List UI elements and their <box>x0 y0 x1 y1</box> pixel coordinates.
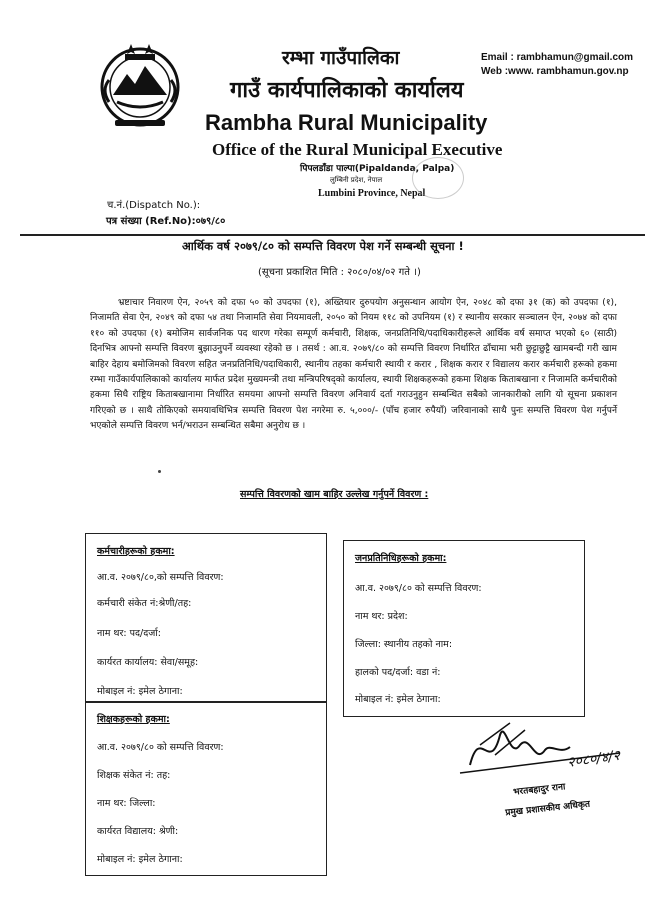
staff-line: मोबाइल नं: इमेल ठेगाना: <box>97 686 183 697</box>
teachers-line: आ.व. २०७९/८० को सम्पत्ति विवरण: <box>97 742 224 753</box>
address-province-np: लुम्बिनी प्रदेश, नेपाल <box>330 176 383 184</box>
address-line: पिपलडाँडा पाल्पा(Pipaldanda, Palpa) <box>300 164 455 174</box>
office-stamp <box>412 157 464 199</box>
staff-line: कार्यरत कार्यालय: सेवा/समूह: <box>97 657 199 668</box>
representatives-line: आ.व. २०७९/८० को सम्पत्ति विवरण: <box>355 583 482 594</box>
teachers-line: मोबाइल नं: इमेल ठेगाना: <box>97 854 183 865</box>
representatives-line: जिल्ला: स्थानीय तहको नाम: <box>355 639 453 650</box>
notice-body <box>90 296 617 435</box>
teachers-line: नाम थर: जिल्ला: <box>97 798 156 809</box>
representatives-line: नाम थर: प्रदेश: <box>355 611 408 622</box>
representatives-box-title: जनप्रतिनिधिहरूको हकमा: <box>355 553 447 564</box>
staff-details-box <box>85 533 327 703</box>
scan-speck <box>158 470 161 473</box>
email-text: Email : rambhamun@gmail.com <box>481 52 634 63</box>
reference-number: पत्र संख्या (Ref.No):०७९/८० <box>106 216 226 227</box>
representatives-details-box <box>343 540 585 717</box>
teachers-details-box <box>85 701 327 876</box>
header-divider <box>20 234 645 236</box>
signatory-name: भरतबहादुर राना <box>512 782 566 798</box>
signature-date: २०८०/४/२ <box>566 747 622 771</box>
contact-info <box>481 51 633 79</box>
representatives-line: मोबाइल नं: इमेल ठेगाना: <box>355 694 441 705</box>
dispatch-number: च.नं.(Dispatch No.): <box>107 200 201 211</box>
staff-line: कर्मचारी संकेत नं:श्रेणी/तह: <box>97 598 192 609</box>
office-name-en: Office of the Rural Municipal Executive <box>212 140 503 159</box>
representatives-line: हालको पद/दर्जा: वडा नं: <box>355 667 441 678</box>
signatory-title: प्रमुख प्रशासकीय अधिकृत <box>504 799 591 819</box>
staff-box-title: कर्मचारीहरूको हकमा: <box>97 546 175 557</box>
municipality-name-en: Rambha Rural Municipality <box>205 110 488 135</box>
teachers-box-title: शिक्षकहरूको हकमा: <box>97 714 170 725</box>
staff-line: नाम थर: पद/दर्जा: <box>97 628 162 639</box>
handwritten-signature <box>450 715 630 785</box>
staff-line: आ.व. २०७९/८०,को सम्पत्ति विवरण: <box>97 572 224 583</box>
teachers-line: कार्यरत विद्यालय: श्रेणी: <box>97 826 179 837</box>
address-province-en: Lumbini Province, Nepal <box>318 188 426 199</box>
teachers-line: शिक्षक संकेत नं: तह: <box>97 770 171 781</box>
notice-subject: आर्थिक वर्ष २०७९/८० को सम्पत्ति विवरण पेश गर्ने सम्बन्धी सूचना ! <box>182 239 464 253</box>
office-name-np: गाउँ कार्यपालिकाको कार्यालय <box>230 78 464 103</box>
web-text: Web :www. rambhamun.gov.np <box>481 66 629 77</box>
municipality-name-np: रम्भा गाउँपालिका <box>282 47 400 69</box>
list-heading: सम्पत्ति विवरणको खाम बाहिर उल्लेख गर्नुपर्ने विवरण : <box>240 489 429 500</box>
publish-date: (सूचना प्रकाशित मिति : २०८०/०४/०२ गते ।) <box>258 267 421 278</box>
body-paragraph: भ्रष्टाचार निवारण ऐन, २०५९ को दफा ५० को उपदफा (१), अख्तियार दुरुपयोग अनुसन्धान आयोग ऐन, २०४८ को दफा ३१ (क) को उपदफा (१), निजामति सेवा ऐन, २०४९ को दफा ५४ तथा निजामति सेवा नियमावली, २०५० को नियम ११८ को उपनियम (१) र स्थानीय सरकार सञ्चालन ऐन, २०७४ को दफा ११० को उपदफा (१) बमोजिम सार्वजनिक पद धारण गरेका सम्पूर्ण कर्मचारी, शिक्षक, जनप्रतिनिधि/पदाधिकारीहरूले आर्थिक वर्ष समाप्त भएको ६० (साठी) दिनभित्र आफ्नो सम्पत्ति विवरण बुझाउनुपर्ने व्यवस्था रहेको छ । तसर्थ : आ.व. २०७९/८० को सम्पत्ति विवरण निर्धारित ढाँचामा भरी छुट्टाछुट्टै खामबन्दी गरी खाम बाहिर देहाय बमोजिमको विवरण सहित जनप्रतिनिधि/पदाधिकारी, स्थानीय तहका कर्मचारी स्थायी र करार , शिक्षक करार र विद्यालय करार कर्मचारी हरूको हकमा रम्भा गाउँकार्यपालिकाको कार्यालय मार्फत प्रदेश मुख्यमन्त्री तथा मन्त्रिपरिषद्को कार्यालय, स्थायी शिक्षकहरूको हकमा शिक्षक किताबखाना र निजामति कर्मचारीको हकमा सिधै राष्ट्रिय किताबखानामा निर्धारित समयमा आफ्नो सम्पत्ति विवरण अनिवार्य दर्ता गराउनुहुन सम्बन्धित सबैको जानकारीको लागि यो सूचना प्रकाशन गरिएको छ । साथै तोकिएको समयावधिभित्र सम्पत्ति विवरण पेश नगरेमा रु. ५,०००/- (पाँच हजार रुपैयाँ) जरिवानाको साथै पुनः सम्पत्ति विवरण पेश गर्नुपर्ने भएकोले सम्पत्ति विवरण भर्न/भराउन सम्बन्धित सबैमा अनुरोध छ । <box>90 298 617 432</box>
nepal-emblem-logo <box>95 40 185 128</box>
